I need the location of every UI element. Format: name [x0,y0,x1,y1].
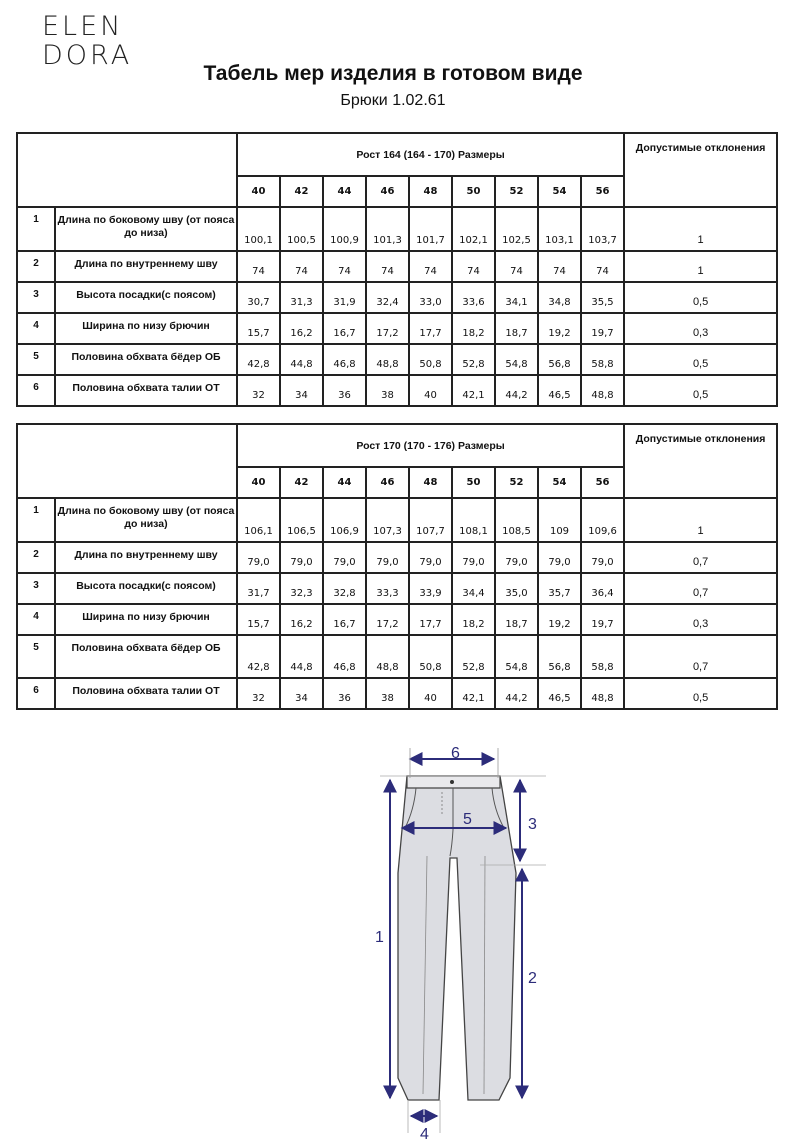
measurement-value: 58,8 [581,635,624,678]
measurement-value: 34 [280,678,323,709]
measurement-value: 44,2 [495,375,538,406]
table-row [17,375,777,406]
measurement-value: 46,8 [323,344,366,375]
row-number: 5 [17,635,55,678]
measure-label-3: 3 [528,816,537,833]
measurement-value: 32 [237,375,280,406]
tolerance-value: 0,5 [624,344,777,375]
tolerance-value: 0,5 [624,282,777,313]
tolerance-value: 0,7 [624,542,777,573]
measurement-name: Половина обхвата талии ОТ [55,375,237,406]
measurement-name: Высота посадки(с поясом) [55,573,237,604]
row-number: 1 [17,207,55,251]
page-subtitle: Брюки 1.02.61 [340,92,446,109]
measurement-value: 44,8 [280,635,323,678]
measurement-name: Половина обхвата талии ОТ [55,678,237,709]
tolerance-value: 0,3 [624,313,777,344]
measurement-value: 101,7 [409,207,452,251]
size-header-cell: 40 [237,467,280,498]
tolerance-header: Допустимые отклонения [624,133,777,207]
table-row [17,251,777,282]
measurement-value: 16,7 [323,313,366,344]
measurement-value: 40 [409,678,452,709]
size-header-cell: 40 [237,176,280,207]
size-header-cell: 52 [495,467,538,498]
measurement-value: 107,3 [366,498,409,542]
table-row [17,282,777,313]
size-header-cell: 42 [280,176,323,207]
measurement-value: 74 [409,251,452,282]
measurement-value: 19,7 [581,604,624,635]
measurement-value: 52,8 [452,344,495,375]
brand-logo-line1: ELEN [42,11,124,42]
measurement-value: 56,8 [538,344,581,375]
measurement-value: 79,0 [409,542,452,573]
measurement-value: 79,0 [495,542,538,573]
measurement-value: 31,3 [280,282,323,313]
measurement-value: 18,7 [495,604,538,635]
row-number: 2 [17,542,55,573]
measurement-name: Длина по внутреннему шву [55,542,237,573]
row-number: 3 [17,282,55,313]
measurement-value: 108,5 [495,498,538,542]
measurement-value: 34,8 [538,282,581,313]
measurement-value: 44,8 [280,344,323,375]
header-blank-cell [17,424,237,498]
measurement-name: Половина обхвата бёдер ОБ [55,344,237,375]
measurement-value: 74 [452,251,495,282]
size-header-cell: 54 [538,467,581,498]
measurement-value: 54,8 [495,635,538,678]
measure-label-1: 1 [375,929,384,946]
measurement-value: 52,8 [452,635,495,678]
measurement-value: 19,7 [581,313,624,344]
measurement-value: 17,7 [409,604,452,635]
measurement-value: 109 [538,498,581,542]
measurement-name: Длина по боковому шву (от пояса до низа) [55,498,237,542]
measurement-value: 33,3 [366,573,409,604]
measurement-value: 32,3 [280,573,323,604]
measurement-value: 79,0 [452,542,495,573]
measurement-value: 33,0 [409,282,452,313]
measurement-value: 19,2 [538,604,581,635]
measurement-value: 79,0 [538,542,581,573]
size-header-cell: 46 [366,467,409,498]
measurement-value: 74 [495,251,538,282]
tolerance-value: 0,7 [624,573,777,604]
measurement-value: 42,1 [452,678,495,709]
size-header-cell: 44 [323,176,366,207]
measurement-value: 50,8 [409,635,452,678]
measurement-name: Высота посадки(с поясом) [55,282,237,313]
row-number: 1 [17,498,55,542]
measurement-value: 15,7 [237,604,280,635]
tolerance-value: 0,7 [624,635,777,678]
size-header-cell: 52 [495,176,538,207]
tolerance-value: 1 [624,207,777,251]
measurement-value: 42,8 [237,344,280,375]
measurement-value: 33,6 [452,282,495,313]
measurement-value: 74 [237,251,280,282]
measurement-value: 15,7 [237,313,280,344]
measurement-value: 17,2 [366,313,409,344]
measurement-value: 46,5 [538,375,581,406]
measurement-value: 107,7 [409,498,452,542]
measurement-value: 35,0 [495,573,538,604]
table-row [17,313,777,344]
measurement-value: 106,9 [323,498,366,542]
measurement-value: 48,8 [366,344,409,375]
measurement-value: 108,1 [452,498,495,542]
measurement-value: 109,6 [581,498,624,542]
measurement-value: 34,4 [452,573,495,604]
table-row [17,635,777,678]
measurement-value: 44,2 [495,678,538,709]
measurement-value: 103,1 [538,207,581,251]
measurement-value: 102,5 [495,207,538,251]
measurement-value: 36 [323,678,366,709]
measurement-value: 46,5 [538,678,581,709]
size-header-cell: 50 [452,176,495,207]
size-header-cell: 48 [409,467,452,498]
measurement-value: 18,2 [452,313,495,344]
measure-label-5: 5 [463,811,472,828]
measurement-value: 54,8 [495,344,538,375]
size-header-cell: 46 [366,176,409,207]
measurement-value: 30,7 [237,282,280,313]
measurement-name: Длина по боковому шву (от пояса до низа) [55,207,237,251]
size-header-cell: 54 [538,176,581,207]
tolerance-value: 0,3 [624,604,777,635]
measurement-value: 34 [280,375,323,406]
table-row [17,207,777,251]
measurement-value: 32,8 [323,573,366,604]
table-row [17,542,777,573]
row-number: 3 [17,573,55,604]
measurement-value: 102,1 [452,207,495,251]
row-number: 4 [17,313,55,344]
measurement-value: 40 [409,375,452,406]
measurement-value: 33,9 [409,573,452,604]
measurement-value: 42,1 [452,375,495,406]
measurement-value: 16,2 [280,313,323,344]
measurement-name: Длина по внутреннему шву [55,251,237,282]
tolerance-header: Допустимые отклонения [624,424,777,498]
measurement-value: 48,8 [581,375,624,406]
measurement-value: 50,8 [409,344,452,375]
header-blank-cell [17,133,237,207]
measurement-value: 36 [323,375,366,406]
row-number: 6 [17,375,55,406]
measurement-value: 35,5 [581,282,624,313]
measurement-value: 79,0 [366,542,409,573]
measurement-name: Ширина по низу брючин [55,604,237,635]
measurement-value: 17,7 [409,313,452,344]
measurement-value: 103,7 [581,207,624,251]
measurement-value: 79,0 [237,542,280,573]
table-row [17,344,777,375]
measurement-value: 48,8 [366,635,409,678]
measurement-value: 32,4 [366,282,409,313]
size-header-cell: 56 [581,467,624,498]
measurement-value: 34,1 [495,282,538,313]
measurement-value: 32 [237,678,280,709]
table-row [17,604,777,635]
size-table-height-164 [16,132,778,407]
row-number: 2 [17,251,55,282]
measurement-value: 42,8 [237,635,280,678]
measurement-value: 18,2 [452,604,495,635]
measurement-value: 16,2 [280,604,323,635]
measurement-value: 79,0 [581,542,624,573]
table-row [17,498,777,542]
measurement-name: Ширина по низу брючин [55,313,237,344]
measurement-value: 38 [366,678,409,709]
measurement-value: 106,1 [237,498,280,542]
height-size-header: Рост 170 (170 - 176) Размеры [237,424,624,467]
size-table-height-170 [16,423,778,710]
size-header-cell: 56 [581,176,624,207]
tolerance-value: 1 [624,251,777,282]
tolerance-value: 0,5 [624,375,777,406]
table-row [17,573,777,604]
measurement-value: 101,3 [366,207,409,251]
height-size-header: Рост 164 (164 - 170) Размеры [237,133,624,176]
measurement-value: 18,7 [495,313,538,344]
measurement-name: Половина обхвата бёдер ОБ [55,635,237,678]
measurement-value: 17,2 [366,604,409,635]
measurement-value: 74 [280,251,323,282]
size-header-cell: 50 [452,467,495,498]
measurement-value: 35,7 [538,573,581,604]
measurement-value: 79,0 [280,542,323,573]
trousers-silhouette [398,776,516,1100]
measurement-value: 100,9 [323,207,366,251]
measurement-value: 31,9 [323,282,366,313]
tolerance-value: 1 [624,498,777,542]
measurement-value: 46,8 [323,635,366,678]
measurement-value: 16,7 [323,604,366,635]
row-number: 5 [17,344,55,375]
size-header-cell: 48 [409,176,452,207]
brand-logo-line2: DORA [42,40,133,71]
table-row [17,678,777,709]
measurement-value: 100,1 [237,207,280,251]
measure-label-6: 6 [451,745,460,762]
measurement-value: 56,8 [538,635,581,678]
measure-label-4: 4 [420,1126,429,1143]
measurement-value: 74 [323,251,366,282]
measurement-value: 31,7 [237,573,280,604]
page-title: Табель мер изделия в готовом виде [203,62,583,85]
row-number: 6 [17,678,55,709]
size-header-cell: 44 [323,467,366,498]
measurement-value: 74 [366,251,409,282]
measurement-value: 74 [538,251,581,282]
row-number: 4 [17,604,55,635]
size-header-cell: 42 [280,467,323,498]
measurement-value: 36,4 [581,573,624,604]
measurement-value: 48,8 [581,678,624,709]
measurement-value: 19,2 [538,313,581,344]
measurement-value: 58,8 [581,344,624,375]
trousers-measurement-diagram [360,738,560,1143]
measurement-value: 106,5 [280,498,323,542]
measurement-value: 74 [581,251,624,282]
measurement-value: 100,5 [280,207,323,251]
measurement-value: 38 [366,375,409,406]
tolerance-value: 0,5 [624,678,777,709]
measurement-value: 79,0 [323,542,366,573]
measure-label-2: 2 [528,970,537,987]
